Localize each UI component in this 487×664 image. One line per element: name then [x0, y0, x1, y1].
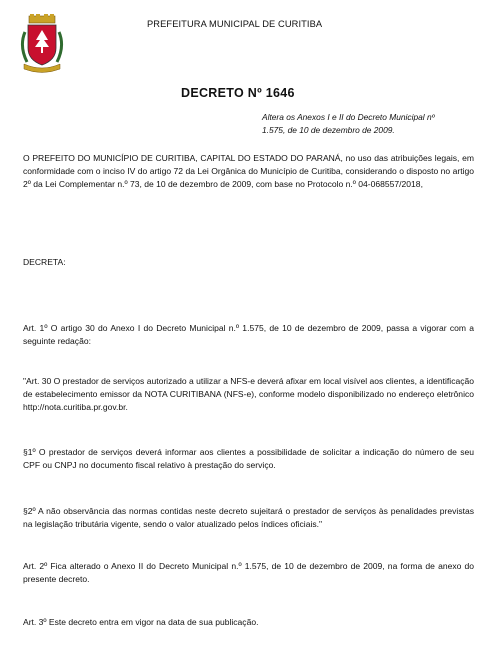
decree-summary	[262, 111, 474, 137]
preamble-paragraph: O PREFEITO DO MUNICÍPIO DE CURITIBA, CAPITAL DO ESTADO DO PARANÁ, no uso das atribuições legais, em conformidade com o inciso IV do artigo 72 da Lei Orgânica do Município de Curitiba, considerando o disposto no artigo 2º da Lei Complementar n.º 73, de 10 de dezembro de 2009, com base no Protocolo n.º 04-068557/2018,	[23, 153, 474, 190]
article-2: Art. 2º Fica alterado o Anexo II do Decreto Municipal n.º 1.575, de 10 de dezembro de 2009, na forma de anexo do presente decreto.	[23, 561, 474, 585]
article-30-text: "Art. 30 O prestador de serviços autorizado a utilizar a NFS-e deverá afixar em local visível aos clientes, a identificação de estabelecimento emissor da NOTA CURITIBANA (NFS-e), conforme modelo disponibilizado no endereço eletrônico http://nota.curitiba.pr.gov.br.	[23, 376, 475, 413]
decreta-heading: DECRETA:	[23, 257, 66, 267]
decree-title: DECRETO Nº 1646	[181, 86, 295, 100]
organization-name: PREFEITURA MUNICIPAL DE CURITIBA	[147, 19, 323, 29]
paragraph-1: §1º O prestador de serviços deverá informar aos clientes a possibilidade de solicitar a indicação do número de seu CPF ou CNPJ no documento fiscal relativo à prestação do serviço.	[23, 447, 474, 471]
coat-of-arms-icon	[19, 14, 65, 74]
summary-line-2: 1.575, de 10 de dezembro de 2009.	[262, 125, 395, 135]
article-3: Art. 3º Este decreto entra em vigor na data de sua publicação.	[23, 617, 259, 627]
paragraph-2: §2º A não observância das normas contidas neste decreto sujeitará o prestador de serviços às penalidades previstas na legislação tributária vigente, sendo o valor atualizado pelos índices oficiais."	[23, 506, 474, 530]
summary-line-1: Altera os Anexos I e II do Decreto Municipal nº	[262, 112, 435, 122]
article-1: Art. 1º O artigo 30 do Anexo I do Decreto Municipal n.º 1.575, de 10 de dezembro de 2009, passa a vigorar com a seguinte redação:	[23, 323, 474, 347]
